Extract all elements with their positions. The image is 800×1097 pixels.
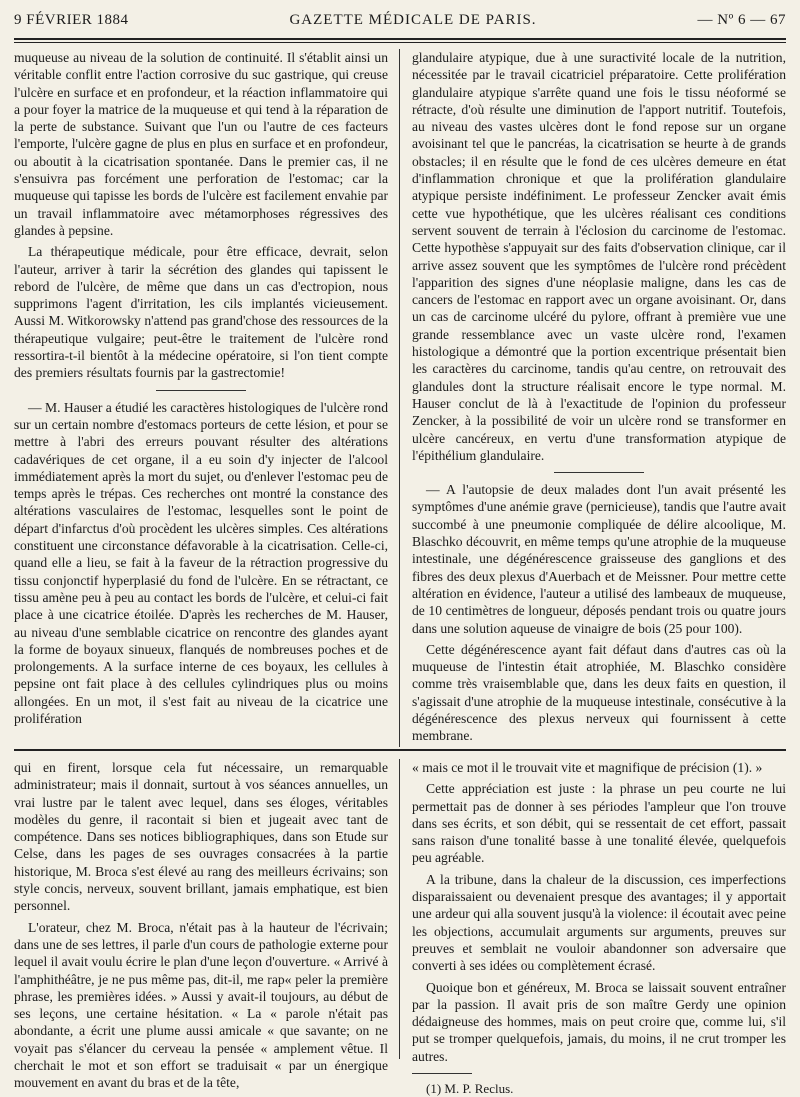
paragraph: La thérapeutique médicale, pour être efficace, devrait, selon l'auteur, arriver à tarir la sécrétion des glandes qui tapissent le rebord de l'ulcère, de même que dans un cas d'ectropion, nous supprimons l'agent d'irritation, les cils implantés vicieusement. Aussi M. Witkorowsky n'attend pas grand'chose des ressources de la thérapeutique vulgaire; peut-être le traitement de l'ulcère rond ressortira-t-il bientôt à la médecine opératoire, si l'on tient compte des premiers résultats fournis par la gastrectomie! [14,244,388,381]
paragraph: A la tribune, dans la chaleur de la discussion, ces imperfections disparaissaient ou devenaient presque des avantages; il y apportait une ardeur qui alla souvent jusqu'à la violence: il écoutait avec peine les objections, accumulait arguments sur arguments, preuves sur preuves et semblait ne vouloir abandonner son adversaire que converti à ses idées ou complètement écrasé. [412,871,786,974]
paragraph: qui en firent, lorsque cela fut nécessaire, un remarquable administrateur; mais il donnait, surtout à vos séances annuelles, un vrai lustre par le talent avec lequel, dans ses éloges, véritables modèles du genre, il racontait si bien et jugeait avec tant de compétence. Dans ses notices bibliographiques, dans son Etude sur Celse, dans les pages de ses ouvrages consacrées à la partie historique, M. Broca s'est élevé au rang des meilleurs écrivains; son style concis, nerveux, souvent brillant, jamais emphatique, est bien personnel. [14,760,388,914]
page-number: — Nº 6 — 67 [697,12,786,28]
header-rule [14,38,786,43]
bottom-section [14,759,786,1097]
paragraph: Cette appréciation est juste : la phrase un peu courte ne lui permettait pas de donner à ses périodes l'ampleur que l'on trouve dans ses écrits, et son débit, qui se ressentait de cet effort, passait sans raison d'une tonalité basse à une tonalité élevée, quelquefois peu agréable. [412,781,786,866]
newspaper-page [14,12,786,1097]
paragraph: — A l'autopsie de deux malades dont l'un avait présenté les symptômes d'une anémie grave (pernicieuse), tandis que l'autre avait succombé à une pneumonie compliquée de délire alcoolique, M. Blaschko découvrit, en même temps qu'une atrophie de la muqueuse intestinale, une dégénérescence graisseuse des ganglions et des fibres des deux plexus d'Auerbach et de Meissner. Pour mettre cette altération en évidence, l'auteur a utilisé des lambeaux de muqueuse, de 10 centimètres de longueur, déposés pendant trois ou quatre jours dans une solution aqueuse de vinaigre de bois (25 pour 100). [412,482,786,636]
section-separator [156,390,246,391]
paragraph: Cette dégénérescence ayant fait défaut dans d'autres cas où la muqueuse de l'intestin était atrophiée, M. Blaschko considère comme très vraisemblable que, dans les deux faits en question, il s'agissait d'une atrophie de la muqueuse intestinale, consécutive à la dégénérescence des plexus nerveux qui fournissent à cette membrane. [412,641,786,744]
paragraph: L'orateur, chez M. Broca, n'était pas à la hauteur de l'écrivain; dans une de ses lettres, il parle d'un cours de pathologie externe pour lequel il avait voulu écrire le plan d'une leçon d'ouverture. « Arrivé à l'amphithéâtre, je ne pus même pas, dit-il, me rap« peler la première phrase, les premières idées. » Aussi y avait-il toujours, au début de ses leçons, une certaine hésitation. « La « parole n'était pas abondante, a écrit une plume aussi amicale « que savante; on ne voyait pas s'élancer du cerveau la pensée « amplement vêtue. Il cherchait le mot et son effort se traduisait « par un énergique mouvement en avant du bras et de la tête, [14,919,388,1091]
journal-title: GAZETTE MÉDICALE DE PARIS. [289,12,537,28]
footnote-rule [412,1073,472,1074]
top-section [14,49,786,747]
page-header [14,12,786,34]
bottom-right-column [412,759,786,1097]
section-separator [554,472,644,473]
column-divider [399,49,400,747]
bottom-left-column [14,759,388,1091]
paragraph: — M. Hauser a étudié les caractères histologiques de l'ulcère rond sur un certain nombre d'estomacs porteurs de cette lésion, et pour se mettre à l'abri des erreurs pouvant résulter des altérations cadavériques de cet organe, il a eu soin d'y injecter de l'alcool immédiatement après la mort du sujet, ou d'enlever l'estomac peu de temps après le trépas. Ces recherches ont montré la constance des altérations vasculaires de l'estomac, lesquelles sont le point de départ d'infarctus d'où procèdent les ulcères simples. Ces altérations constituent une circonstance défavorable à la cicatrisation. Celle-ci, quand elle a lieu, se fait à la faveur de la rétraction progressive du tissu conjonctif hyperplasié du fond de l'ulcère. En se rétractant, ce tissu amène peu à peu au contact les bords de l'ulcère, et celui-ci fait place à une cicatrice étoilée. D'après les recherches de M. Hauser, au niveau d'une semblable cicatrice on rencontre des glandes ayant la forme de boyaux sinueux, flanqués de nombreuses poches et de prolongements. A la surface interne de ces boyaux, les cellules à pepsine ont fait place à des cellules cylindriques plus ou moins allongées. En un mot, il s'est fait au niveau de la cicatrice une prolifération [14,399,388,726]
issue-date: 9 FÉVRIER 1884 [14,12,129,28]
top-left-column [14,49,388,747]
paragraph: glandulaire atypique, due à une suractivité locale de la nutrition, nécessitée par le travail cicatriciel préparatoire. Cette prolifération glandulaire atypique s'arrête quand une fois le tissu néoformé se rétracte, d'où résulte une diminution de l'apport nutritif. Toutefois, au niveau des vastes ulcères dont le fond repose sur un organe avoisinant tel que le pancréas, la cicatrisation se heurte à de grands obstacles; il en résulte que le fond de ces ulcères demeure en état d'inflammation chronique et que la prolifération glandulaire atypique persiste indéfiniment. Le professeur Zencker avait émis cette vue hypothétique, que les ulcères réalisant ces conditions servent souvent de terrain à l'éclosion du carcinome de l'estomac. Cette hypothèse s'appuyait sur des faits d'observation clinique, car il arrive assez souvent que les symptômes de l'ulcère rond précèdent l'apparition des signes d'une néoplasie maligne, dans les cas de cancers de l'estomac en rapport avec un organe avoisinant. Or, dans un cas de carcinome ulcéré du pylore, offrant à première vue une grande ressemblance avec un vaste ulcère rond, l'examen histologique a démontré que la portion excentrique présentait bien les caractères du carcinome, tandis qu'au centre, on retrouvait des glandules dont la structure réalisait encore le type normal. M. Hauser conclut de là à l'exactitude de l'opinion du professeur Zencker, à la possibilité de voir un ulcère rond se transformer en ulcère cancéreux, en vertu d'une transformation atypique de l'épithélium glandulaire. [412,50,786,463]
footnote: (1) M. P. Reclus. [426,1081,514,1097]
column-divider [399,759,400,1059]
paragraph: Quoique bon et généreux, M. Broca se laissait souvent entraîner par la passion. Il avait pris de son maître Gerdy une opinion dédaigneuse des hommes, mais on peut croire que, comme lui, s'il put se tromper quelquefois, jamais, du moins, il ne crut tromper les autres. [412,979,786,1064]
paragraph: « mais ce mot il le trouvait vite et magnifique de précision (1). » [412,760,763,775]
feuilleton-rule [14,749,786,751]
paragraph: muqueuse au niveau de la solution de continuité. Il s'établit ainsi un véritable conflit entre l'action corrosive du suc gastrique, qui creuse l'ulcère en surface et en profondeur, et la réaction inflammatoire qui a pour foyer la matrice de la muqueuse et qui tend à la réparation de la perte de substance. Suivant que l'un ou l'autre de ces facteurs l'emporte, l'ulcère gagne de plus en plus en surface et en profondeur, ou aboutit à la cicatrisation spontanée. Dans le premier cas, il ne s'ensuivra pas forcément une perforation de l'estomac; car la muqueuse qui tapisse les bords de l'ulcère est facilement envahie par un travail inflammatoire avec métamorphoses régressives des glandes à pepsine. [14,50,388,238]
top-right-column [412,49,786,747]
